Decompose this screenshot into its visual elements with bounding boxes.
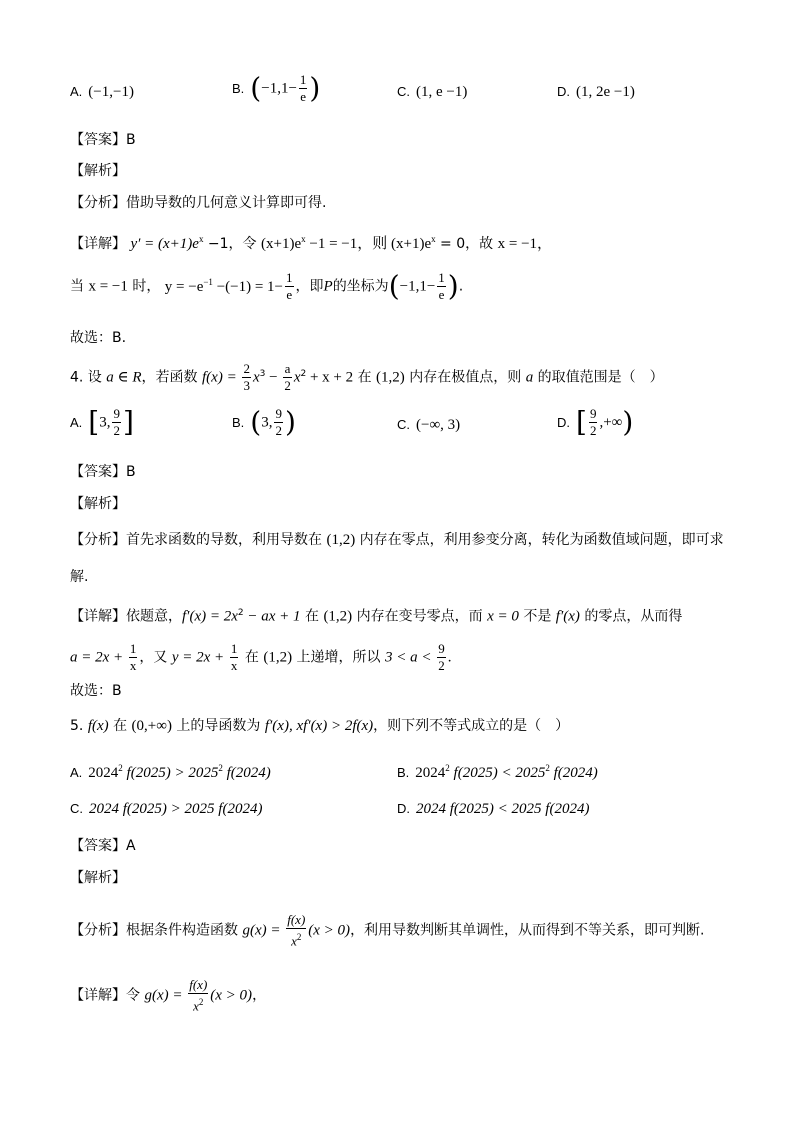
q4-option-a: A. [3, $\frac{9}{2}$ ] <box>70 405 134 439</box>
q3-option-b: B. (−1,1− $\frac{1}{e}$ ) <box>232 71 321 105</box>
q3-option-a: A. (−1,−1) <box>70 84 134 100</box>
q5-stem: 5. f(x) 在 (0,+∞) 上的导函数为 f′(x), xf′(x) > 2f(x)，则下列不等式成立的是（ ） <box>70 718 570 734</box>
q3-xiangjie-line1: 【详解】 $y' = (x+1)e^x -1$，令 $(x+1)e^x -1 = -1$，则 $(x+1)e^x = 0$，故 x = −1， <box>70 234 553 252</box>
q4-answer: 【答案】B <box>70 464 136 480</box>
q4-option-b: B. (3, $\frac{9}{2}$ ) <box>232 405 296 439</box>
q5-xiangjie: 【详解】令 g(x) = $\frac{f(x)}{x^2}$ (x > 0)， <box>70 977 267 1014</box>
q4-xiangjie-line2: a = 2x + $\frac{1}{x}$ ，又 y = 2x + $\frac{1}{x}$ 在 (1,2) 上递增，所以 3 < a < $\frac{9}{2}$ . <box>70 641 452 673</box>
q4-option-d: D. [ $\frac{9}{2}$ ,+∞) <box>557 405 634 439</box>
q5-analysis-heading: 【解析】 <box>70 870 126 886</box>
q5-fenxi: 【分析】根据条件构造函数 g(x) = $\frac{f(x)}{x^2}$ (x > 0)，利用导数判断其单调性，从而得到不等关系，即可判断. <box>70 912 705 949</box>
q3-select: 故选：B. <box>70 330 127 346</box>
q5-option-d: D. 2024 f(2025) < 2025 f(2024) <box>397 801 590 817</box>
q4-select: 故选：B <box>70 683 122 699</box>
q5-option-b: B. 2024$^2$ $f(2025) < 2025^2$ f(2024) <box>397 763 598 781</box>
q4-fenxi-line1: 【分析】首先求函数的导数，利用导数在 (1,2) 内存在零点，利用参变分离，转化为函数值域问题，即可求 <box>70 532 724 548</box>
q5-answer: 【答案】A <box>70 838 136 854</box>
q4-fenxi-line2: 解. <box>70 569 89 585</box>
q3-analysis-heading: 【解析】 <box>70 163 126 179</box>
q4-analysis-heading: 【解析】 <box>70 496 126 512</box>
q3-option-c: C. (1, e −1) <box>397 84 468 100</box>
q4-stem: 4. 设 a ∈ R，若函数 f(x) = $\frac{2}{3}$ $x^3$ − $\frac{a}{2}$ $x^2 + x + 2$ 在 (1,2) 内存在极值点，则 a 的取值范围是（ ） <box>70 361 664 393</box>
q3-answer: 【答案】B <box>70 132 136 148</box>
q5-option-a: A. 2024$^2$ $f(2025) > 2025^2$ f(2024) <box>70 763 271 781</box>
q4-option-c: C. (−∞, 3) <box>397 417 461 433</box>
q5-option-c: C. 2024 f(2025) > 2025 f(2024) <box>70 801 263 817</box>
q3-fenxi: 【分析】借助导数的几何意义计算即可得. <box>70 195 327 211</box>
q3-xiangjie-line2: 当 x = −1 时， $y = -e^{-1} -(-1) = 1-$ $\frac{1}{e}$ ，即P的坐标为(−1,1− $\frac{1}{e}$ ). <box>70 269 464 303</box>
q3-option-d: D. (1, 2e −1) <box>557 84 635 100</box>
q4-xiangjie-line1: 【详解】依题意，$f'(x) = 2x^2$ − ax + 1 在 (1,2) 内存在变号零点，而 x = 0 不是 f′(x) 的零点，从而得 <box>70 608 683 625</box>
